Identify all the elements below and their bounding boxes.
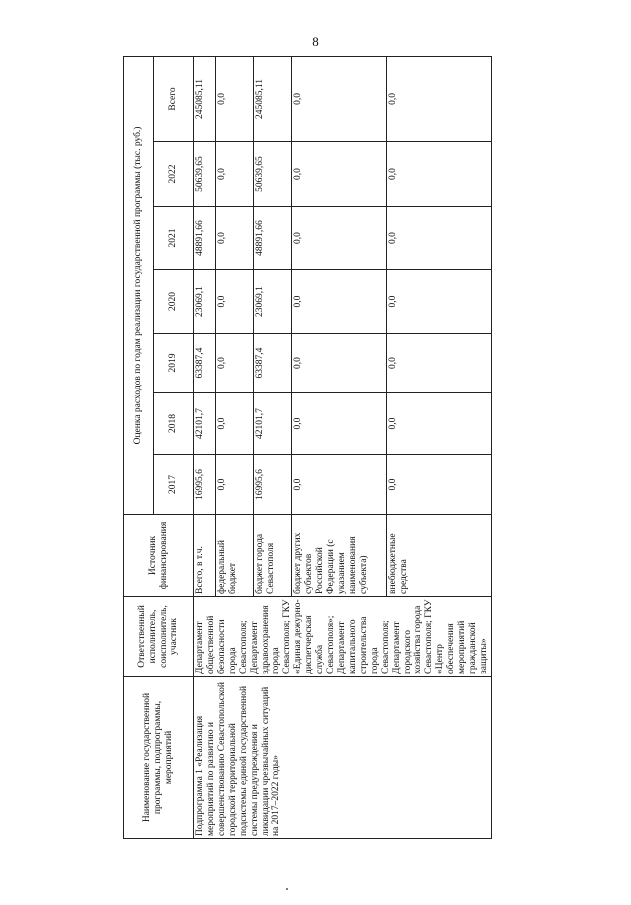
funding-source-cell: бюджет других субъектов Российской Федерации (с указанием наименования субъекта) [292, 515, 387, 597]
value-cell: 0,0 [216, 207, 254, 270]
total-cell: 245085,11 [194, 56, 216, 141]
total-cell: 0,0 [387, 56, 492, 141]
scan-speck [286, 888, 288, 890]
header-row-top [124, 56, 154, 838]
value-cell: 0,0 [292, 142, 387, 207]
rotated-table-wrapper [123, 57, 489, 839]
value-cell: 42101,7 [254, 393, 292, 455]
value-cell: 16995,6 [254, 455, 292, 515]
value-cell: 48891,66 [254, 207, 292, 270]
value-cell: 0,0 [387, 270, 492, 334]
value-cell: 0,0 [216, 393, 254, 455]
value-cell: 0,0 [387, 393, 492, 455]
subprogram-responsible: Департамент общественной безопасности города Севастополя; Департамент здравоохранения города Севастополя; ГКУ «Единая дежурно-диспетчерская служба Севастополя»; Департамент капитального строительства города Севастополя; Департамент городского хозяйства города Севастополя; ГКУ «Центр обеспечения мероприятий гражданской защиты» [194, 597, 492, 677]
header-expenses-by-year: Оценка расходов по годам реализации государственной программы (тыс. руб.) [124, 56, 154, 514]
value-cell: 0,0 [387, 207, 492, 270]
header-year: 2019 [154, 334, 194, 393]
header-year: 2020 [154, 270, 194, 334]
value-cell: 0,0 [292, 334, 387, 393]
total-cell: 0,0 [216, 56, 254, 141]
total-cell: 245085,11 [254, 56, 292, 141]
value-cell: 0,0 [216, 142, 254, 207]
header-year: 2022 [154, 142, 194, 207]
funding-source-cell: Всего, в т.ч. [194, 515, 216, 597]
header-total: Всего [154, 56, 194, 141]
value-cell: 0,0 [292, 207, 387, 270]
value-cell: 0,0 [387, 334, 492, 393]
rotated-table-area [123, 57, 489, 839]
value-cell: 0,0 [387, 142, 492, 207]
subprogram-name: Подпрограмма 1 «Реализация мероприятий по развитию и совершенствованию Севастопольской городской территориальной подсистемы единой государственной системы предупреждения и ликвидации чрезвычайных ситуаций на 2017–2022 годы» [194, 677, 492, 839]
header-program-name: Наименование государственной программы, подпрограммы, мероприятий [124, 677, 194, 839]
expenses-table [123, 56, 492, 839]
value-cell: 0,0 [292, 455, 387, 515]
value-cell: 0,0 [216, 455, 254, 515]
total-cell: 0,0 [292, 56, 387, 141]
value-cell: 50639,65 [194, 142, 216, 207]
header-year: 2017 [154, 455, 194, 515]
value-cell: 0,0 [216, 334, 254, 393]
value-cell: 42101,7 [194, 393, 216, 455]
value-cell: 23069,1 [254, 270, 292, 334]
value-cell: 0,0 [292, 270, 387, 334]
value-cell: 50639,65 [254, 142, 292, 207]
value-cell: 63387,4 [254, 334, 292, 393]
header-responsible: Ответственный исполнитель, соисполнитель, участник [124, 597, 194, 677]
funding-source-cell: федеральный бюджет [216, 515, 254, 597]
table-row [194, 56, 216, 838]
header-year: 2018 [154, 393, 194, 455]
funding-source-cell: бюджет города Севастополя [254, 515, 292, 597]
value-cell: 0,0 [292, 393, 387, 455]
header-funding-source: Источник финансирования [124, 515, 194, 597]
header-year: 2021 [154, 207, 194, 270]
value-cell: 0,0 [216, 270, 254, 334]
value-cell: 23069,1 [194, 270, 216, 334]
value-cell: 63387,4 [194, 334, 216, 393]
value-cell: 0,0 [387, 455, 492, 515]
value-cell: 48891,66 [194, 207, 216, 270]
value-cell: 16995,6 [194, 455, 216, 515]
page-number: 8 [312, 34, 319, 49]
funding-source-cell: внебюджетные средства [387, 515, 492, 597]
